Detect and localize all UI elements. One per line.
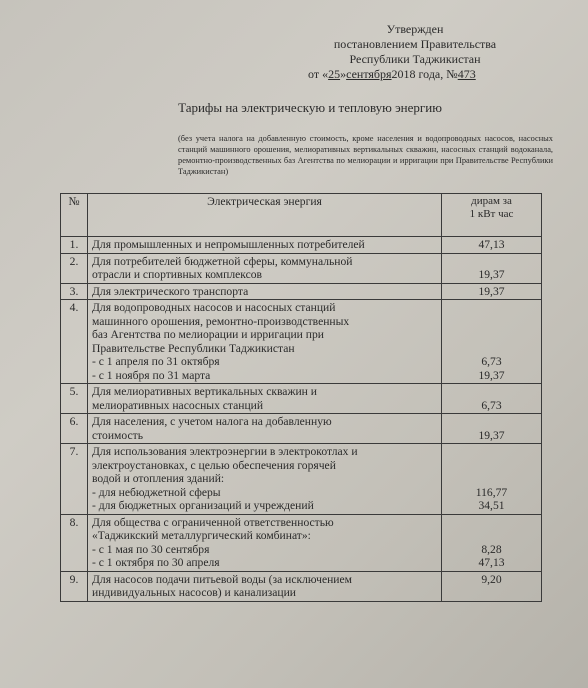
row-description-line: Для водопроводных насосов и насосных станций: [92, 301, 336, 314]
tariff-note-text: (без учета налога на добавленную стоимость, кроме населения и водопроводных насосов, насосных станций машинного орошения, мелиоративных вертикальных скважин, насосных станций водоканала, ремонтно-производственных баз Агентства по мелиорации и ирригации при Правительстве Республики Таджикистан): [178, 134, 553, 176]
table-row: [61, 283, 542, 300]
header-num: №: [61, 194, 88, 237]
approval-block: [300, 22, 530, 82]
header-unit: [442, 194, 542, 237]
row-description-line: - с 1 мая по 30 сентября: [92, 542, 210, 556]
tariff-table: [60, 193, 542, 602]
row-tariff-value: [442, 414, 542, 444]
row-description: [88, 414, 442, 444]
row-tariff-value: [442, 384, 542, 414]
row-description-line: отрасли и спортивных комплексов: [92, 268, 263, 281]
tariff-value: [446, 445, 537, 459]
tariff-value: [446, 516, 537, 530]
row-description: [88, 571, 442, 601]
tariff-value: 19,37: [478, 428, 505, 442]
row-number: 1.: [61, 237, 88, 254]
row-description-line: машинного орошения, ремонтно-производственных: [92, 314, 350, 328]
table-row: [61, 237, 542, 254]
row-number: 5.: [61, 384, 88, 414]
row-description-line: Для электрического транспорта: [92, 284, 249, 298]
row-description-line: индивидуальных насосов) и канализации: [92, 586, 296, 599]
tariff-value: [446, 586, 537, 600]
row-description-line: - с 1 апреля по 31 октября: [92, 355, 220, 368]
table-header-row: [61, 194, 542, 237]
row-number: 6.: [61, 414, 88, 444]
document-title: Тарифы на электрическую и тепловую энергию: [178, 100, 442, 115]
date-day: 25: [328, 67, 341, 81]
tariff-value: [446, 529, 537, 543]
tariff-value: [446, 415, 537, 429]
tariff-value: [446, 328, 537, 342]
tariff-value: 19,37: [478, 368, 505, 382]
row-description-line: Для общества с ограниченной ответственностью: [92, 515, 334, 529]
date-month: сентября: [346, 67, 392, 81]
row-description: [88, 444, 442, 515]
row-number: 8.: [61, 514, 88, 571]
tariff-value: 6,73: [481, 398, 502, 412]
tariff-value: 8,28: [481, 542, 502, 556]
tariff-value: [446, 301, 537, 315]
row-tariff-value: [442, 283, 542, 300]
table-row: [61, 414, 542, 444]
header-title: Электрическая энергия: [88, 194, 442, 237]
tariff-value: [446, 385, 537, 399]
decree-number: 473: [457, 67, 476, 81]
row-description-line: Для потребителей бюджетной сферы, коммунальной: [92, 254, 353, 268]
tariff-note: [178, 133, 553, 177]
date-prefix: от «: [308, 67, 329, 81]
row-description: [88, 237, 442, 254]
table-row: [61, 571, 542, 601]
row-description-line: - с 1 ноября по 31 марта: [92, 368, 211, 382]
tariff-value: 47,13: [478, 238, 505, 251]
row-tariff-value: [442, 514, 542, 571]
approval-date-line: [300, 67, 530, 82]
row-description: [88, 514, 442, 571]
tariff-value: [446, 255, 537, 269]
date-quote: »: [340, 67, 347, 81]
row-description: [88, 300, 442, 384]
row-description-line: Правительстве Республики Таджикистан: [92, 341, 295, 355]
approval-line2: постановлением Правительства: [333, 37, 497, 51]
row-description-line: баз Агентства по мелиорации и ирригации при: [92, 328, 324, 341]
date-suffix: 2018 года, №: [391, 67, 458, 81]
table-row: [61, 514, 542, 571]
row-number: 3.: [61, 283, 88, 300]
row-description: [88, 283, 442, 300]
table-row: [61, 300, 542, 384]
row-description-line: водой и отопления зданий:: [92, 472, 225, 485]
header-unit-line1: дирам за: [471, 195, 512, 207]
table-row: [61, 253, 542, 283]
tariff-value: [446, 459, 537, 473]
tariff-value: 9,20: [481, 572, 502, 586]
approval-line1: Утвержден: [386, 22, 444, 36]
row-tariff-value: [442, 300, 542, 384]
row-tariff-value: [442, 237, 542, 254]
row-number: 9.: [61, 571, 88, 601]
row-tariff-value: [442, 253, 542, 283]
row-description-line: Для мелиоративных вертикальных скважин и: [92, 385, 317, 398]
row-description-line: «Таджикский металлургический комбинат»:: [92, 529, 311, 542]
row-description: [88, 384, 442, 414]
row-description-line: - для бюджетных организаций и учреждений: [92, 499, 314, 512]
row-description-line: - с 1 октября по 30 апреля: [92, 556, 220, 569]
row-number: 7.: [61, 444, 88, 515]
row-description-line: Для населения, с учетом налога на добавленную: [92, 415, 332, 428]
tariff-value: 47,13: [478, 556, 505, 569]
row-tariff-value: [442, 444, 542, 515]
row-description-line: Для использования электроэнергии в электрокотлах и: [92, 445, 358, 458]
row-description-line: электроустановках, с целью обеспечения горячей: [92, 458, 336, 472]
row-description-line: Для промышленных и непромышленных потребителей: [92, 238, 365, 251]
header-unit-line2: 1 кВт час: [469, 208, 514, 220]
tariff-value: 34,51: [478, 499, 505, 512]
tariff-value: 19,37: [478, 268, 505, 281]
tariff-value: [446, 472, 537, 486]
row-tariff-value: [442, 571, 542, 601]
tariff-value: 19,37: [478, 284, 505, 298]
row-description-line: мелиоративных насосных станций: [92, 398, 264, 412]
tariff-value: 6,73: [481, 355, 502, 368]
row-number: 4.: [61, 300, 88, 384]
approval-line3: Республики Таджикистан: [349, 52, 481, 66]
tariff-value: 116,77: [475, 485, 508, 499]
table-row: [61, 444, 542, 515]
row-description-line: стоимость: [92, 428, 143, 442]
row-description-line: - для небюджетной сферы: [92, 485, 221, 499]
tariff-value: [446, 342, 537, 356]
row-number: 2.: [61, 253, 88, 283]
tariff-value: [446, 315, 537, 329]
row-description-line: Для насосов подачи питьевой воды (за исключением: [92, 572, 352, 586]
row-description: [88, 253, 442, 283]
table-row: [61, 384, 542, 414]
